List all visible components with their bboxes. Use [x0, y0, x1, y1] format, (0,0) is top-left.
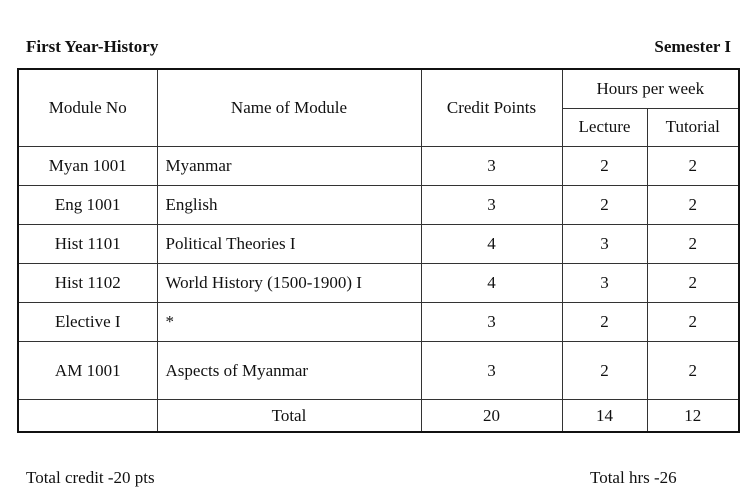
total-row: [18, 400, 739, 432]
semester-label: Semester I: [654, 37, 731, 56]
tutorial-cell: 2: [647, 263, 739, 302]
tutorial-cell: 2: [647, 185, 739, 224]
credit-cell: 3: [421, 185, 562, 224]
credit-cell: 3: [421, 342, 562, 400]
credit-cell: 4: [421, 263, 562, 302]
module-name-cell: Aspects of Myanmar: [157, 342, 421, 400]
table-row: [18, 185, 739, 224]
page-title: First Year-History: [26, 37, 159, 56]
header-module-no: Module No: [18, 69, 157, 146]
lecture-cell: 2: [562, 342, 647, 400]
total-lecture-cell: 14: [562, 400, 647, 432]
header-credit-points: Credit Points: [421, 69, 562, 146]
lecture-cell: 2: [562, 303, 647, 342]
table-row: [18, 263, 739, 302]
credit-cell: 4: [421, 224, 562, 263]
total-tutorial-cell: 12: [647, 400, 739, 432]
total-credit-cell: 20: [421, 400, 562, 432]
tutorial-cell: 2: [647, 224, 739, 263]
table-row: [18, 342, 739, 400]
total-empty-cell: [18, 400, 157, 432]
table-row: [18, 224, 739, 263]
module-no-cell: Hist 1101: [18, 224, 157, 263]
total-hours-note: Total hrs -26: [590, 468, 677, 487]
modules-table: [17, 68, 740, 433]
module-no-cell: Myan 1001: [18, 146, 157, 185]
tutorial-cell: 2: [647, 146, 739, 185]
module-name-cell: English: [157, 185, 421, 224]
header-lecture: Lecture: [562, 108, 647, 146]
module-name-cell: Political Theories I: [157, 224, 421, 263]
table-row: [18, 146, 739, 185]
total-credit-note: Total credit -20 pts: [26, 468, 155, 487]
tutorial-cell: 2: [647, 303, 739, 342]
module-no-cell: AM 1001: [18, 342, 157, 400]
module-name-cell: World History (1500-1900) I: [157, 263, 421, 302]
module-no-cell: Hist 1102: [18, 263, 157, 302]
credit-cell: 3: [421, 146, 562, 185]
table-row: [18, 303, 739, 342]
total-label: Total: [157, 400, 421, 432]
header-hours-per-week: Hours per week: [562, 69, 739, 108]
credit-cell: 3: [421, 303, 562, 342]
tutorial-cell: 2: [647, 342, 739, 400]
module-name-cell: *: [157, 303, 421, 342]
lecture-cell: 3: [562, 224, 647, 263]
module-no-cell: Eng 1001: [18, 185, 157, 224]
module-name-cell: Myanmar: [157, 146, 421, 185]
header-module-name: Name of Module: [157, 69, 421, 146]
lecture-cell: 2: [562, 146, 647, 185]
lecture-cell: 2: [562, 185, 647, 224]
module-no-cell: Elective I: [18, 303, 157, 342]
lecture-cell: 3: [562, 263, 647, 302]
header-tutorial: Tutorial: [647, 108, 739, 146]
